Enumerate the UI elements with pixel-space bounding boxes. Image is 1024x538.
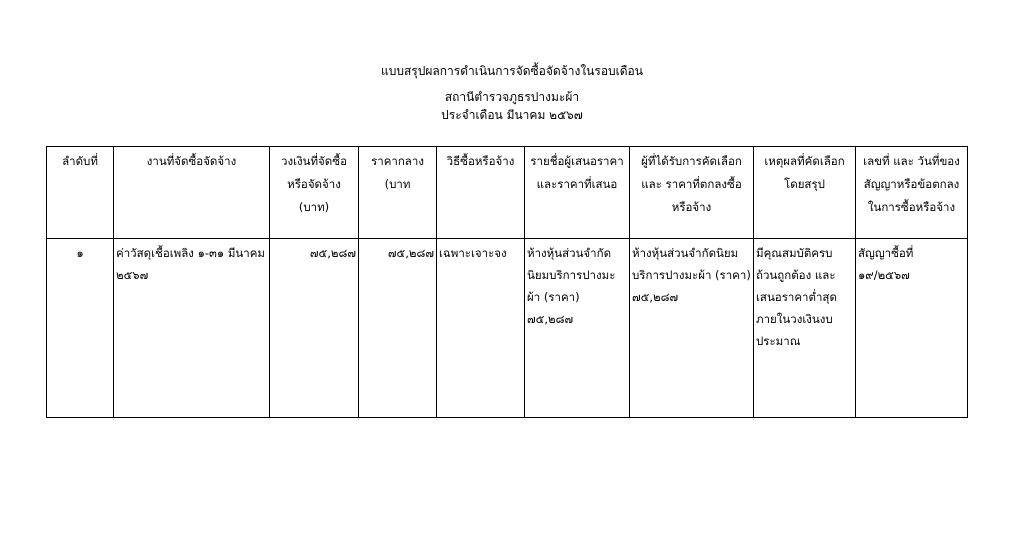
header-cell-no: ลำดับที่ (47, 147, 114, 239)
header-cell-reason: เหตุผลที่คัดเลือกโดยสรุป (754, 147, 856, 239)
report-month: ประจำเดือน มีนาคม ๒๕๖๗ (441, 108, 583, 122)
header-cell-contract: เลขที่ และ วันที่ของสัญญาหรือข้อตกลงในการซื้อหรือจ้าง (856, 147, 968, 239)
header-cell-method: วิธีซื้อหรือจ้าง (437, 147, 525, 239)
cell-no: ๑ (47, 239, 114, 418)
cell-contract: สัญญาซื้อที่ ๑๙/๒๕๖๗ (856, 239, 968, 418)
header-cell-budget: วงเงินที่จัดซื้อหรือจัดจ้าง (บาท) (270, 147, 359, 239)
cell-bidders: ห้างหุ้นส่วนจำกัดนิยมบริการปางมะผ้า (ราคา) ๗๕,๒๘๗ (525, 239, 630, 418)
cell-selected: ห้างหุ้นส่วนจำกัดนิยมบริการปางมะผ้า (ราคา) ๗๕,๒๘๗ (630, 239, 754, 418)
header-cell-work: งานที่จัดซื้อจัดจ้าง (114, 147, 270, 239)
cell-work: ค่าวัสดุเชื้อเพลิง ๑-๓๑ มีนาคม ๒๕๖๗ (114, 239, 270, 418)
cell-method: เฉพาะเจาะจง (437, 239, 525, 418)
header-cell-median-price: ราคากลาง (บาท (359, 147, 437, 239)
cell-median-price: ๗๕,๒๘๗ (359, 239, 437, 418)
table-row (47, 239, 968, 418)
header-cell-bidders: รายชื่อผู้เสนอราคา และราคาที่เสนอ (525, 147, 630, 239)
header-cell-selected: ผู้ที่ได้รับการคัดเลือก และ ราคาที่ตกลงซื้อหรือจ้าง (630, 147, 754, 239)
station-name: สถานีตำรวจภูธรปางมะผ้า (444, 90, 580, 104)
document-title: แบบสรุปผลการดำเนินการจัดซื้อจัดจ้างในรอบเดือน (381, 64, 643, 78)
table-header-row (47, 147, 968, 239)
procurement-summary-table (46, 146, 968, 418)
cell-reason: มีคุณสมบัติครบถ้วนถูกต้อง และ เสนอราคาต่ำสุดภายในวงเงินงบประมาณ (754, 239, 856, 418)
cell-budget: ๗๕,๒๘๗ (270, 239, 359, 418)
